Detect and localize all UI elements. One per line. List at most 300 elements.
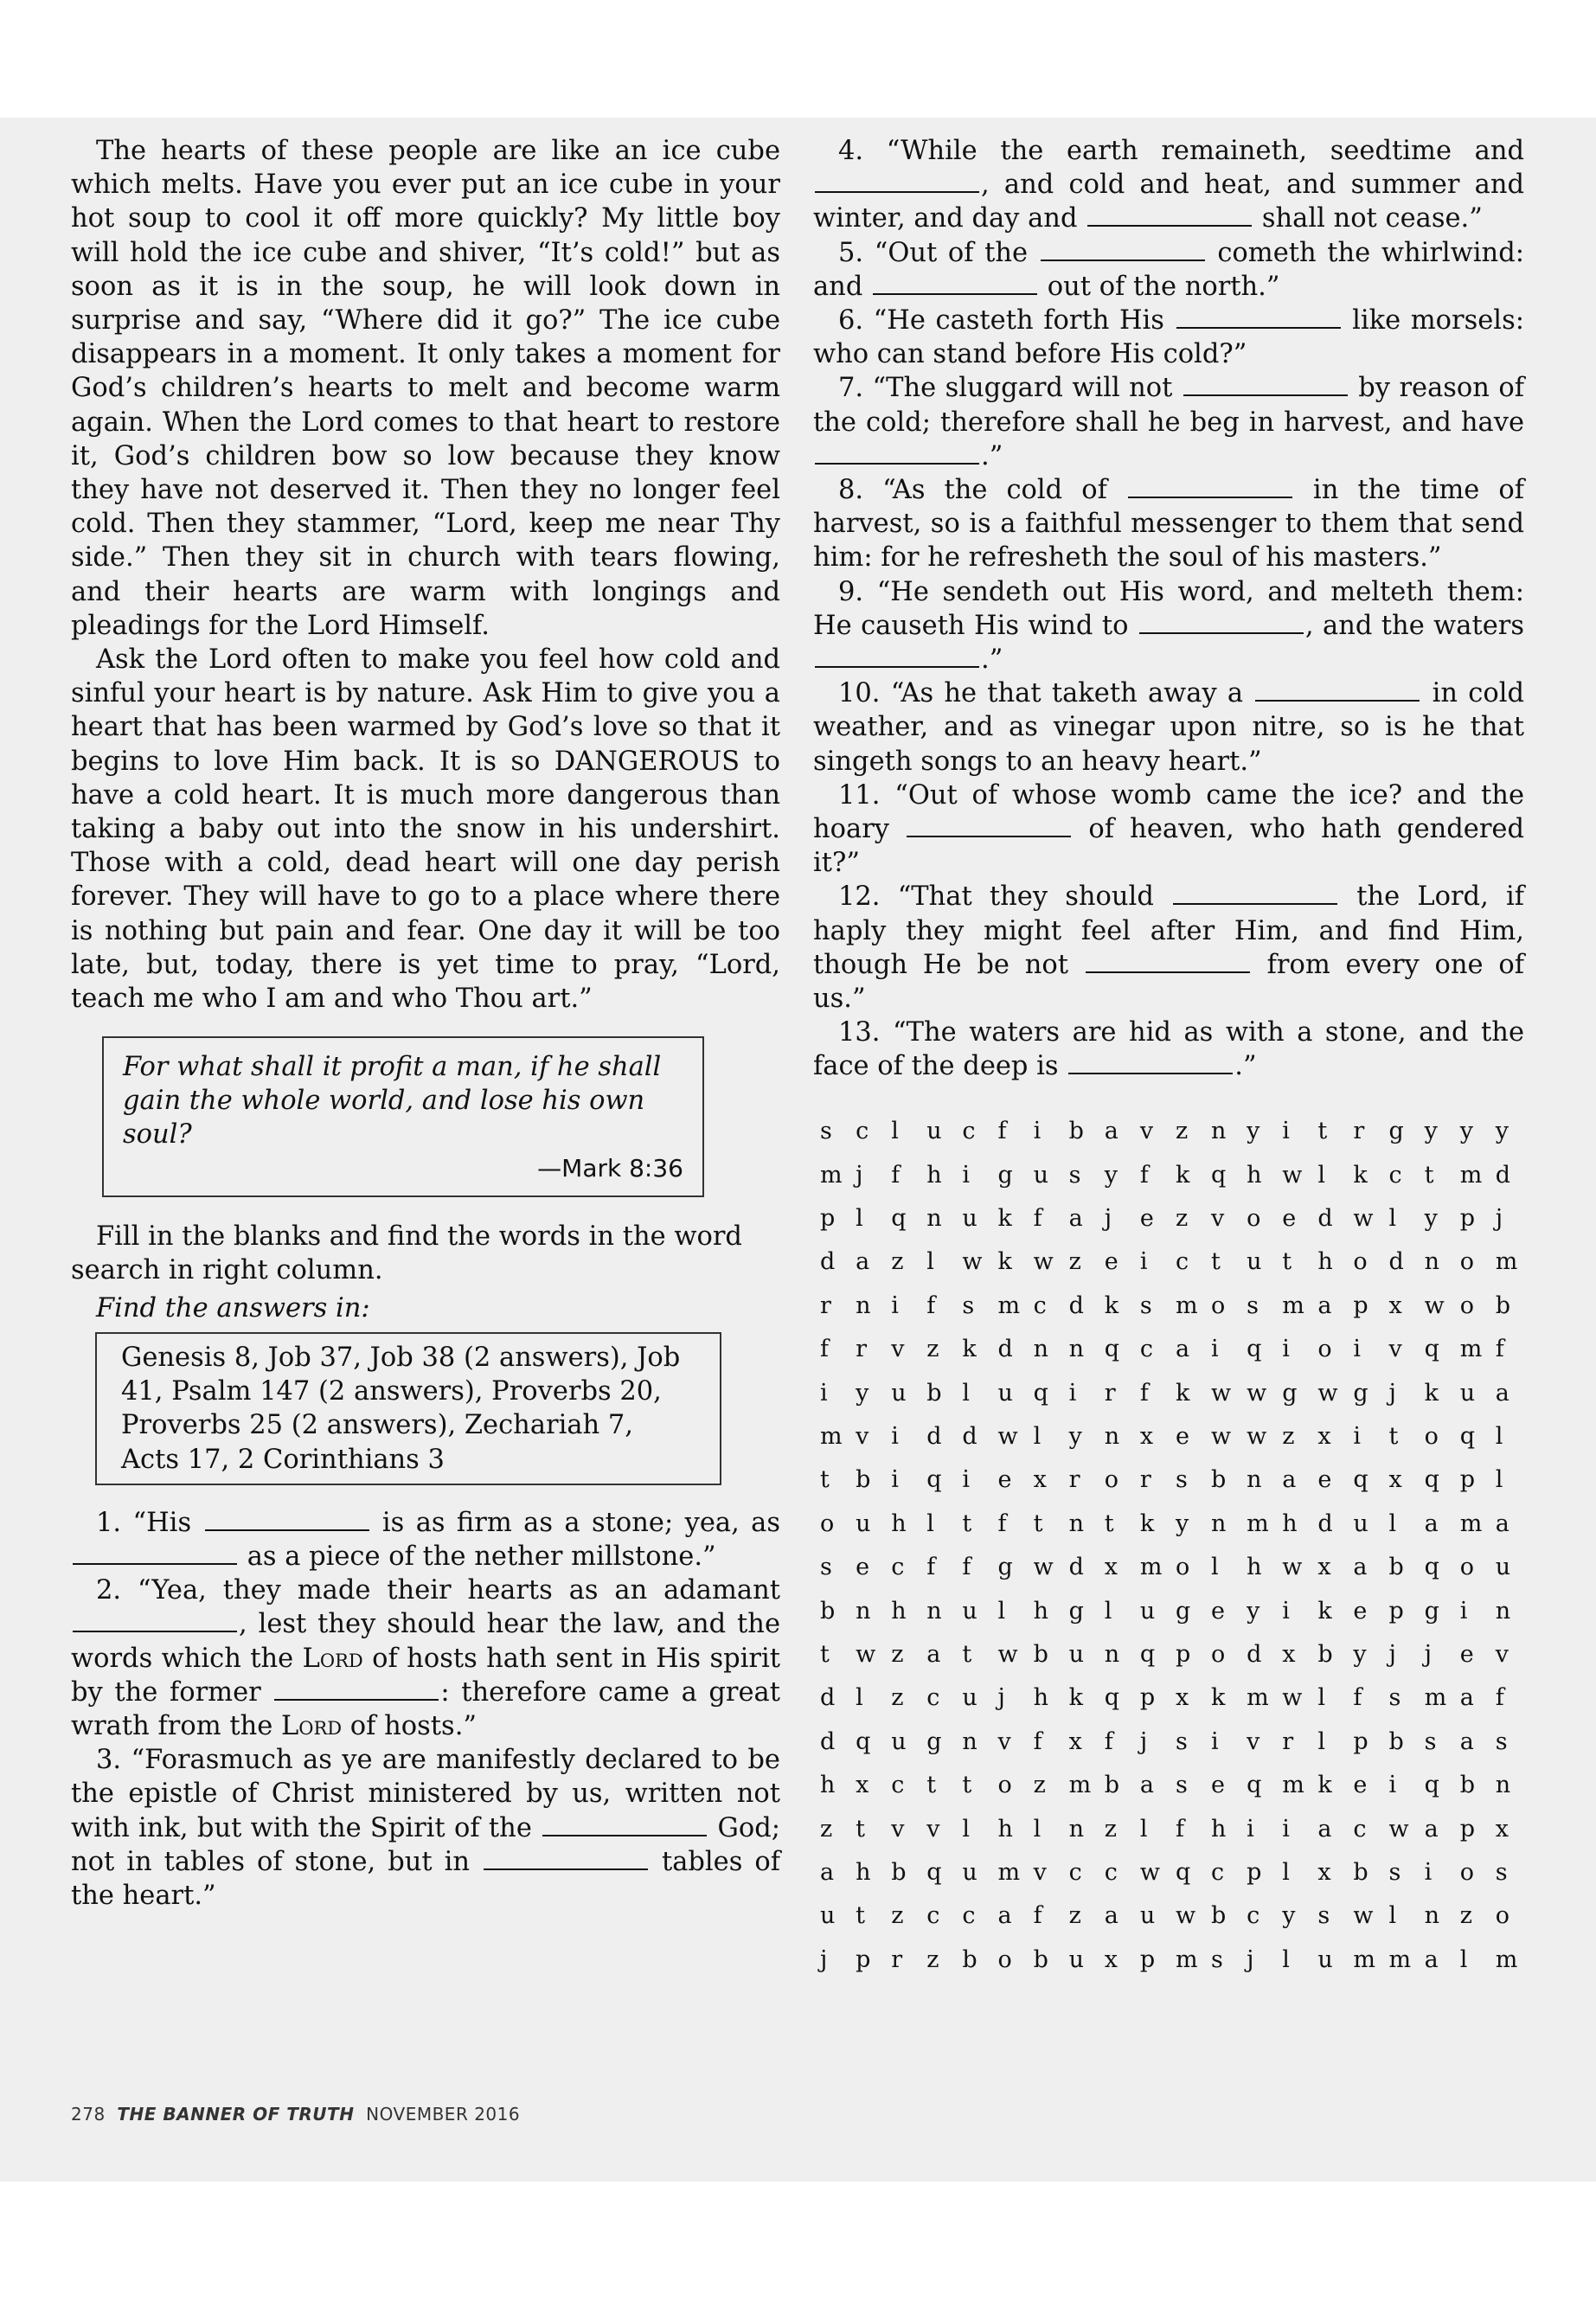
- word-search-letter: q: [1424, 1554, 1439, 1581]
- answer-blank: [815, 462, 979, 465]
- word-search-letter: t: [926, 1772, 937, 1799]
- word-search-letter: o: [1175, 1554, 1190, 1581]
- word-search-letter: l: [1317, 1161, 1325, 1189]
- word-search-row: [813, 1589, 1524, 1632]
- word-search-letter: u: [962, 1684, 977, 1712]
- word-search-letter: u: [1068, 1640, 1085, 1668]
- word-search-letter: s: [1388, 1684, 1401, 1712]
- word-search-letter: b: [1353, 1858, 1368, 1886]
- question-text: is as firm as a stone; yea, as: [370, 1507, 781, 1538]
- question-5: [813, 236, 1524, 304]
- word-search-row: [813, 1894, 1524, 1938]
- word-search-letter: u: [962, 1597, 977, 1625]
- word-search-letter: o: [1459, 1248, 1474, 1276]
- question-text: tables of the heart.”: [71, 1846, 780, 1911]
- word-search-letter: x: [1388, 1292, 1402, 1319]
- word-search-letter: o: [1211, 1640, 1226, 1668]
- question-2: [71, 1574, 780, 1743]
- word-search-letter: i: [891, 1292, 899, 1319]
- word-search-letter: q: [1247, 1772, 1262, 1799]
- word-search-letter: t: [1033, 1509, 1043, 1537]
- word-search-row: [813, 1850, 1524, 1894]
- word-search-letter: y: [1175, 1509, 1189, 1537]
- question-8: [813, 473, 1524, 575]
- word-search-letter: f: [1033, 1902, 1042, 1930]
- question-3: [71, 1743, 780, 1913]
- word-search-letter: d: [1247, 1640, 1262, 1668]
- question-7: [813, 371, 1524, 473]
- question-text: 5. “Out of the: [838, 237, 1039, 268]
- word-search-letter: d: [1068, 1292, 1084, 1319]
- word-search-letter: x: [1104, 1945, 1118, 1973]
- answer-blank: [873, 292, 1037, 295]
- question-12: [813, 880, 1524, 1016]
- word-search-letter: n: [1104, 1640, 1120, 1668]
- word-search-letter: a: [820, 1858, 835, 1886]
- word-search-letter: d: [1068, 1554, 1084, 1581]
- word-search-letter: z: [1033, 1772, 1046, 1799]
- word-search-letter: t: [856, 1902, 865, 1930]
- question-text: 9. “He sendeth out His word, and melteth them: He causeth His wind to: [813, 576, 1524, 641]
- word-search-letter: x: [1282, 1640, 1296, 1668]
- word-search-letter: h: [856, 1858, 871, 1886]
- question-text: 3. “Forasmuch as ye are manifestly declared to be the epistle of Christ ministered by us, written not with ink, but with the Spirit of the: [71, 1745, 780, 1843]
- word-search-letter: f: [1495, 1684, 1504, 1712]
- word-search-letter: f: [1104, 1727, 1113, 1755]
- answer-blank: [484, 1868, 648, 1870]
- question-text: 1. “His: [96, 1507, 203, 1538]
- word-search-letter: s: [1495, 1858, 1508, 1886]
- word-search-letter: i: [962, 1466, 971, 1494]
- question-text: 6. “He casteth forth His: [838, 305, 1175, 336]
- word-search-letter: m: [1424, 1684, 1447, 1712]
- word-search-letter: w: [1211, 1379, 1232, 1407]
- word-search-letter: e: [1317, 1466, 1332, 1494]
- word-search-letter: z: [926, 1336, 939, 1363]
- word-search-letter: g: [926, 1727, 942, 1755]
- question-text: .”: [981, 644, 1003, 676]
- word-search-letter: q: [926, 1858, 942, 1886]
- answer-blank: [73, 1562, 237, 1565]
- word-search-letter: t: [820, 1640, 830, 1668]
- word-search-letter: v: [891, 1336, 905, 1363]
- word-search-letter: s: [1247, 1292, 1259, 1319]
- word-search-letter: r: [1068, 1466, 1080, 1494]
- word-search-letter: r: [856, 1336, 868, 1363]
- puzzle-instructions: Fill in the blanks and find the words in the word search in right column.: [71, 1221, 742, 1286]
- word-search-letter: i: [1353, 1336, 1362, 1363]
- lord-small-caps: Lord: [302, 1643, 363, 1674]
- word-search-row: [813, 1196, 1524, 1240]
- word-search-letter: r: [891, 1945, 903, 1973]
- word-search-letter: b: [820, 1597, 836, 1625]
- word-search-letter: l: [1139, 1815, 1148, 1843]
- word-search-letter: l: [1104, 1597, 1112, 1625]
- word-search-letter: b: [1388, 1554, 1404, 1581]
- word-search-letter: q: [1175, 1858, 1191, 1886]
- word-search-letter: m: [1068, 1772, 1092, 1799]
- word-search-letter: y: [1104, 1161, 1118, 1189]
- word-search-letter: e: [856, 1554, 870, 1581]
- question-text: cometh the whirlwind: and: [813, 237, 1524, 302]
- word-search-letter: d: [1317, 1205, 1333, 1233]
- word-search-letter: c: [926, 1684, 940, 1712]
- question-text: , lest they should hear the law, and the words which the: [71, 1609, 780, 1674]
- question-text: 12. “That they should: [838, 881, 1172, 913]
- word-search-row: [813, 1938, 1524, 1981]
- answer-blank: [542, 1834, 707, 1836]
- word-search-letter: s: [1424, 1727, 1437, 1755]
- word-search-letter: t: [962, 1509, 972, 1537]
- word-search-letter: c: [1033, 1292, 1047, 1319]
- word-search-letter: v: [997, 1727, 1011, 1755]
- word-search-letter: f: [1495, 1336, 1504, 1363]
- word-search-letter: o: [997, 1772, 1012, 1799]
- question-1: [71, 1506, 780, 1574]
- word-search-letter: x: [1139, 1423, 1154, 1451]
- word-search-letter: s: [1317, 1902, 1330, 1930]
- question-text: 4. “While the earth remaineth, seedtime and: [838, 136, 1524, 166]
- question-text: like morsels: who can stand before His cold?”: [813, 305, 1524, 370]
- word-search-letter: q: [1139, 1640, 1156, 1668]
- word-search-letter: e: [1139, 1205, 1154, 1233]
- word-search-letter: o: [1459, 1554, 1474, 1581]
- word-search-letter: q: [891, 1205, 907, 1233]
- word-search-letter: a: [997, 1902, 1012, 1930]
- answer-blank: [1068, 1072, 1233, 1074]
- word-search-letter: g: [1424, 1597, 1439, 1625]
- word-search-letter: l: [1388, 1509, 1397, 1537]
- word-search-letter: z: [926, 1945, 939, 1973]
- word-search-letter: o: [820, 1509, 835, 1537]
- word-search-letter: h: [1317, 1248, 1333, 1276]
- word-search-letter: b: [1459, 1772, 1475, 1799]
- word-search-letter: d: [1388, 1248, 1404, 1276]
- word-search-letter: q: [1104, 1336, 1120, 1363]
- word-search-letter: i: [1424, 1858, 1433, 1886]
- word-search-letter: j: [1139, 1727, 1148, 1755]
- word-search-letter: a: [1175, 1336, 1190, 1363]
- word-search-letter: x: [1495, 1815, 1509, 1843]
- word-search-letter: u: [1353, 1509, 1368, 1537]
- word-search-letter: a: [1282, 1466, 1297, 1494]
- article-paragraph-2: Ask the Lord often to make you feel how cold and sinful your heart is by nature. Ask Him to give you a heart that has been warmed by God’s love so that it begins to love Him back. It is so DANGEROUS to have a cold heart. It is much more dangerous than taking a baby out into the snow in his undershirt. Those with a cold, dead heart will one day perish forever. They will have to go to a place where there is nothing but pain and fear. One day it will be too late, but, today, there is yet time to pray, “Lord, teach me who I am and who Thou art.”: [71, 644, 780, 1015]
- word-search-letter: n: [926, 1205, 942, 1233]
- word-search-letter: q: [1104, 1684, 1120, 1712]
- word-search-letter: r: [1104, 1379, 1116, 1407]
- word-search-letter: u: [997, 1379, 1013, 1407]
- word-search-letter: k: [1104, 1292, 1119, 1319]
- word-search-letter: i: [1139, 1248, 1148, 1276]
- question-text: in cold weather, and as vinegar upon nitre, so is he that singeth songs to an heavy heart.”: [813, 678, 1524, 777]
- word-search-letter: s: [1175, 1727, 1188, 1755]
- word-search-letter: l: [891, 1118, 899, 1145]
- word-search-letter: a: [1459, 1727, 1474, 1755]
- lord-small-caps: Lord: [280, 1710, 343, 1741]
- word-search-letter: h: [926, 1161, 942, 1189]
- word-search-letter: f: [962, 1554, 971, 1581]
- article-paragraph-1: The hearts of these people are like an ice cube which melts. Have you ever put an ice cube in your hot soup to cool it off more quickly? My little boy will hold the ice cube and shiver, “It’s cold!” but as soon as it is in the soup, he will look down in surprise and say, “Where did it go?” The ice cube disappears in a moment. It only takes a moment for God’s children’s hearts to melt and become warm again. When the Lord comes to that heart to restore it, God’s children bow so low because they know they have not deserved it. Then they no longer feel cold. Then they stammer, “Lord, keep me near Thy side.” Then they sit in church with tears flowing, and their hearts are warm with longings and pleadings for the Lord Himself.: [71, 136, 780, 641]
- word-search-letter: v: [1495, 1640, 1509, 1668]
- word-search-letter: n: [1211, 1509, 1227, 1537]
- word-search-letter: i: [1353, 1423, 1362, 1451]
- word-search-letter: l: [1211, 1554, 1219, 1581]
- word-search-letter: c: [962, 1902, 976, 1930]
- word-search-letter: s: [962, 1292, 975, 1319]
- word-search-letter: h: [1247, 1161, 1262, 1189]
- word-search-letter: f: [1033, 1727, 1042, 1755]
- word-search-letter: b: [1104, 1772, 1120, 1799]
- word-search-letter: v: [891, 1815, 905, 1843]
- word-search-letter: r: [820, 1292, 831, 1319]
- word-search-letter: l: [926, 1509, 934, 1537]
- question-text: , and the waters: [1304, 610, 1524, 641]
- page-footer: [71, 2104, 520, 2125]
- word-search-letter: n: [1104, 1423, 1120, 1451]
- word-search-letter: p: [1459, 1205, 1475, 1233]
- word-search-letter: j: [1388, 1379, 1396, 1407]
- word-search-letter: u: [1495, 1554, 1511, 1581]
- answer-references-box: Genesis 8, Job 37, Job 38 (2 answers), Job 41, Psalm 147 (2 answers), Proverbs 20, Proverbs 25 (2 answers), Zechariah 7, Acts 17, 2 Corinthians 3: [95, 1332, 721, 1485]
- word-search-letter: i: [1388, 1772, 1397, 1799]
- word-search-letter: e: [1211, 1772, 1226, 1799]
- word-search-letter: z: [820, 1815, 833, 1843]
- word-search-letter: l: [962, 1815, 971, 1843]
- question-text: .”: [1234, 1051, 1257, 1082]
- word-search-letter: b: [1211, 1466, 1227, 1494]
- word-search-letter: a: [1353, 1554, 1368, 1581]
- word-search-letter: k: [962, 1336, 977, 1363]
- question-9: [813, 575, 1524, 677]
- word-search-letter: n: [856, 1597, 871, 1625]
- word-search-letter: w: [1247, 1423, 1267, 1451]
- answer-blank: [274, 1698, 439, 1701]
- word-search-row: [813, 1153, 1524, 1196]
- word-search-letter: m: [820, 1161, 843, 1189]
- word-search-letter: r: [1282, 1727, 1294, 1755]
- word-search-letter: l: [926, 1248, 934, 1276]
- word-search-letter: b: [891, 1858, 907, 1886]
- word-search-letter: l: [962, 1379, 971, 1407]
- word-search-letter: o: [1495, 1902, 1510, 1930]
- word-search-letter: w: [1353, 1902, 1374, 1930]
- word-search-letter: p: [820, 1205, 836, 1233]
- word-search-row: [813, 1632, 1524, 1676]
- word-search-letter: m: [1495, 1248, 1518, 1276]
- word-search-letter: z: [1175, 1205, 1189, 1233]
- word-search-letter: l: [1282, 1945, 1290, 1973]
- word-search-letter: i: [1282, 1597, 1290, 1625]
- word-search-letter: g: [1353, 1379, 1368, 1407]
- word-search-letter: m: [1139, 1554, 1163, 1581]
- word-search-letter: e: [1459, 1640, 1474, 1668]
- word-search-letter: b: [926, 1379, 942, 1407]
- word-search-letter: w: [856, 1640, 876, 1668]
- word-search-letter: n: [1211, 1118, 1227, 1145]
- question-text: 13. “The waters are hid as with a stone, and the face of the deep is: [813, 1017, 1524, 1082]
- quote-reference: —Mark 8:36: [537, 1154, 683, 1183]
- word-search-letter: p: [1175, 1640, 1191, 1668]
- word-search-letter: v: [1388, 1336, 1402, 1363]
- word-search-letter: c: [856, 1118, 869, 1145]
- word-search-letter: m: [1459, 1509, 1483, 1537]
- word-search-letter: j: [1424, 1640, 1432, 1668]
- word-search-letter: z: [1104, 1815, 1117, 1843]
- word-search-letter: m: [1175, 1945, 1198, 1973]
- question-text: 11. “Out of whose womb came the ice? and the hoary: [813, 779, 1524, 845]
- word-search-letter: b: [1495, 1292, 1511, 1319]
- word-search-letter: c: [1353, 1815, 1367, 1843]
- word-search-row: [813, 1764, 1524, 1807]
- word-search-letter: h: [820, 1772, 836, 1799]
- word-search-letter: v: [1033, 1858, 1047, 1886]
- answer-blank: [1176, 326, 1341, 329]
- word-search-letter: t: [1317, 1118, 1328, 1145]
- word-search-letter: c: [1139, 1336, 1153, 1363]
- word-search-letter: e: [1353, 1772, 1368, 1799]
- word-search-letter: k: [1175, 1379, 1190, 1407]
- word-search-letter: h: [1033, 1597, 1048, 1625]
- word-search-letter: a: [1459, 1684, 1474, 1712]
- word-search-letter: u: [962, 1858, 977, 1886]
- word-search-letter: m: [997, 1858, 1021, 1886]
- word-search-letter: l: [1317, 1684, 1325, 1712]
- word-search-letter: q: [1211, 1161, 1227, 1189]
- word-search-letter: z: [1068, 1902, 1081, 1930]
- question-11: [813, 779, 1524, 881]
- word-search-letter: u: [856, 1509, 871, 1537]
- answer-blank: [907, 835, 1071, 837]
- word-search-letter: t: [1282, 1248, 1292, 1276]
- word-search-letter: n: [1068, 1815, 1085, 1843]
- word-search-letter: h: [1033, 1684, 1048, 1712]
- word-search-letter: m: [1459, 1161, 1483, 1189]
- word-search-letter: m: [1353, 1945, 1376, 1973]
- word-search-letter: y: [1247, 1118, 1260, 1145]
- word-search-letter: q: [1353, 1466, 1368, 1494]
- word-search-letter: k: [1424, 1379, 1439, 1407]
- word-search-letter: w: [1353, 1205, 1374, 1233]
- word-search-grid: [813, 1110, 1524, 1982]
- word-search-letter: q: [1424, 1466, 1439, 1494]
- word-search-letter: g: [997, 1554, 1013, 1581]
- word-search-letter: f: [1175, 1815, 1184, 1843]
- word-search-letter: s: [820, 1118, 832, 1145]
- word-search-letter: d: [997, 1336, 1013, 1363]
- question-13: [813, 1016, 1524, 1083]
- word-search-letter: m: [1247, 1509, 1269, 1537]
- word-search-letter: s: [1175, 1466, 1188, 1494]
- word-search-letter: d: [926, 1423, 942, 1451]
- word-search-letter: t: [820, 1466, 830, 1494]
- word-search-letter: w: [1211, 1423, 1232, 1451]
- word-search-row: [813, 1807, 1524, 1850]
- word-search-letter: w: [1424, 1292, 1445, 1319]
- question-text: of hosts hath sent in His spirit by the former: [71, 1643, 780, 1708]
- word-search-letter: k: [1317, 1772, 1332, 1799]
- word-search-letter: k: [1317, 1597, 1332, 1625]
- word-search-letter: l: [1317, 1727, 1325, 1755]
- word-search-letter: o: [1459, 1292, 1474, 1319]
- word-search-letter: m: [1459, 1336, 1483, 1363]
- word-search-letter: v: [856, 1423, 869, 1451]
- word-search-letter: s: [1495, 1727, 1508, 1755]
- word-search-letter: n: [1424, 1902, 1439, 1930]
- word-search-letter: m: [820, 1423, 843, 1451]
- word-search-letter: x: [1175, 1684, 1189, 1712]
- word-search-letter: f: [820, 1336, 829, 1363]
- left-column: [71, 134, 780, 1913]
- word-search-letter: w: [1282, 1554, 1303, 1581]
- answer-blank: [815, 190, 979, 193]
- word-search-letter: t: [1211, 1248, 1221, 1276]
- word-search-letter: u: [820, 1902, 836, 1930]
- word-search-letter: o: [1317, 1336, 1332, 1363]
- word-search-letter: w: [1033, 1248, 1054, 1276]
- word-search-letter: x: [1317, 1554, 1331, 1581]
- question-text: in the time of harvest, so is a faithful messenger to them that send him: for he refresheth the soul of his masters.”: [813, 475, 1524, 574]
- word-search-letter: f: [1139, 1379, 1149, 1407]
- word-search-letter: i: [1282, 1336, 1290, 1363]
- word-search-letter: r: [1139, 1466, 1151, 1494]
- word-search-letter: c: [1068, 1858, 1082, 1886]
- question-text: .”: [981, 440, 1003, 471]
- word-search-letter: o: [1104, 1466, 1119, 1494]
- word-search-letter: j: [997, 1684, 1005, 1712]
- question-text: from every one of us.”: [813, 949, 1524, 1015]
- word-search-letter: b: [1211, 1902, 1227, 1930]
- word-search-letter: n: [1068, 1336, 1085, 1363]
- word-search-letter: c: [1104, 1858, 1118, 1886]
- word-search-letter: z: [1175, 1118, 1189, 1145]
- word-search-letter: g: [1068, 1597, 1084, 1625]
- word-search-letter: p: [1459, 1815, 1475, 1843]
- word-search-letter: e: [1211, 1597, 1226, 1625]
- word-search-letter: u: [1247, 1248, 1262, 1276]
- question-text: shall not cease.”: [1253, 203, 1483, 234]
- word-search-letter: q: [1424, 1772, 1439, 1799]
- word-search-letter: f: [926, 1554, 936, 1581]
- word-search-letter: x: [1317, 1423, 1331, 1451]
- word-search-row: [813, 1371, 1524, 1414]
- word-search-letter: k: [1211, 1684, 1226, 1712]
- word-search-letter: h: [997, 1815, 1013, 1843]
- word-search-letter: i: [962, 1161, 971, 1189]
- word-search-letter: q: [1247, 1336, 1262, 1363]
- word-search-letter: l: [1033, 1423, 1042, 1451]
- word-search-letter: a: [1317, 1292, 1332, 1319]
- word-search-letter: x: [1388, 1466, 1402, 1494]
- word-search-letter: e: [1353, 1597, 1368, 1625]
- word-search-letter: q: [1033, 1379, 1048, 1407]
- question-text: 10. “As he that taketh away a: [838, 678, 1254, 709]
- word-search-letter: u: [1139, 1597, 1156, 1625]
- question-10: [813, 676, 1524, 779]
- word-search-letter: p: [1353, 1292, 1368, 1319]
- word-search-letter: e: [997, 1466, 1012, 1494]
- word-search-letter: c: [1388, 1161, 1402, 1189]
- word-search-letter: w: [962, 1248, 983, 1276]
- word-search-row: [813, 1284, 1524, 1327]
- word-search-letter: j: [1388, 1640, 1396, 1668]
- word-search-letter: a: [1424, 1509, 1439, 1537]
- question-text: as a piece of the nether millstone.”: [239, 1541, 716, 1572]
- word-search-letter: y: [1353, 1640, 1367, 1668]
- word-search-letter: i: [1459, 1597, 1468, 1625]
- scripture-quote-box: [102, 1036, 704, 1197]
- word-search-letter: n: [1495, 1772, 1511, 1799]
- word-search-letter: x: [1104, 1554, 1118, 1581]
